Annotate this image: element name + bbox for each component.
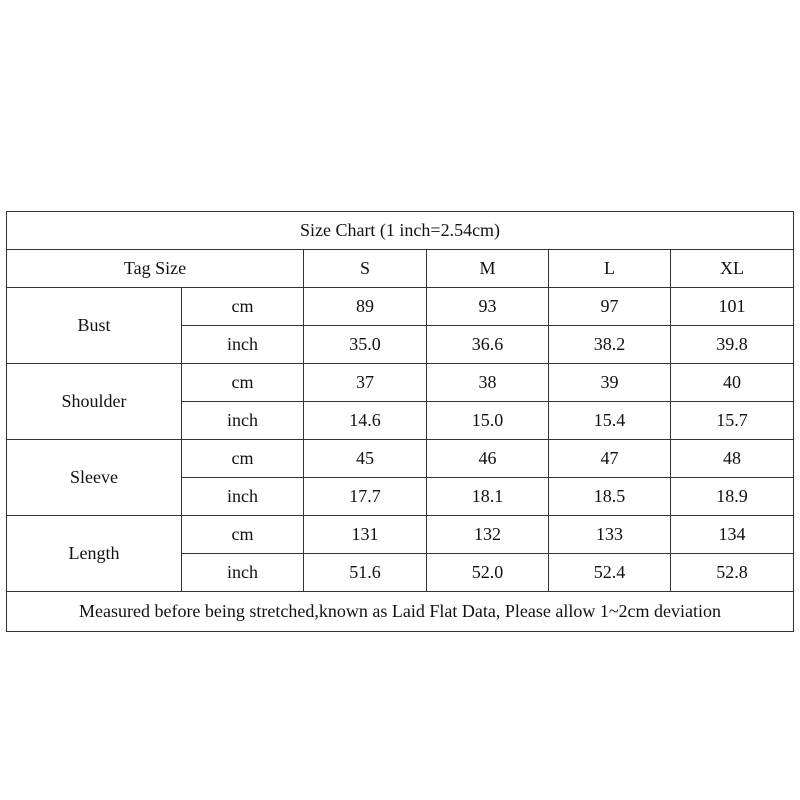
table-row (7, 288, 794, 326)
unit-label: cm (182, 364, 304, 402)
table-cell: 48 (671, 440, 794, 478)
size-header: L (549, 250, 671, 288)
table-cell: 40 (671, 364, 794, 402)
table-cell: 131 (304, 516, 427, 554)
footnote: Measured before being stretched,known as Laid Flat Data, Please allow 1~2cm deviation (7, 592, 794, 632)
table-cell: 18.1 (427, 478, 549, 516)
table-cell: 14.6 (304, 402, 427, 440)
table-cell: 37 (304, 364, 427, 402)
header-row (7, 250, 794, 288)
table-row (7, 516, 794, 554)
table-cell: 38.2 (549, 326, 671, 364)
measurement-name: Length (7, 516, 182, 592)
table-cell: 132 (427, 516, 549, 554)
table-cell: 17.7 (304, 478, 427, 516)
table-cell: 133 (549, 516, 671, 554)
unit-label: cm (182, 440, 304, 478)
table-cell: 39 (549, 364, 671, 402)
unit-label: cm (182, 516, 304, 554)
table-cell: 52.0 (427, 554, 549, 592)
size-chart-table (6, 211, 794, 632)
size-header: M (427, 250, 549, 288)
table-cell: 101 (671, 288, 794, 326)
table-cell: 15.0 (427, 402, 549, 440)
table-cell: 15.4 (549, 402, 671, 440)
table-cell: 38 (427, 364, 549, 402)
measurement-name: Shoulder (7, 364, 182, 440)
table-cell: 47 (549, 440, 671, 478)
size-header: XL (671, 250, 794, 288)
table-cell: 35.0 (304, 326, 427, 364)
unit-label: inch (182, 402, 304, 440)
tag-size-label: Tag Size (7, 250, 304, 288)
table-cell: 39.8 (671, 326, 794, 364)
unit-label: cm (182, 288, 304, 326)
table-cell: 46 (427, 440, 549, 478)
table-cell: 36.6 (427, 326, 549, 364)
table-row (7, 440, 794, 478)
chart-title: Size Chart (1 inch=2.54cm) (7, 212, 794, 250)
size-header: S (304, 250, 427, 288)
table-cell: 45 (304, 440, 427, 478)
table-cell: 15.7 (671, 402, 794, 440)
measurement-name: Sleeve (7, 440, 182, 516)
table-cell: 134 (671, 516, 794, 554)
table-cell: 18.5 (549, 478, 671, 516)
measurement-name: Bust (7, 288, 182, 364)
table-cell: 89 (304, 288, 427, 326)
unit-label: inch (182, 478, 304, 516)
table-cell: 52.4 (549, 554, 671, 592)
table-cell: 97 (549, 288, 671, 326)
unit-label: inch (182, 326, 304, 364)
table-cell: 51.6 (304, 554, 427, 592)
table-row (7, 364, 794, 402)
unit-label: inch (182, 554, 304, 592)
table-cell: 18.9 (671, 478, 794, 516)
table-cell: 52.8 (671, 554, 794, 592)
table-cell: 93 (427, 288, 549, 326)
